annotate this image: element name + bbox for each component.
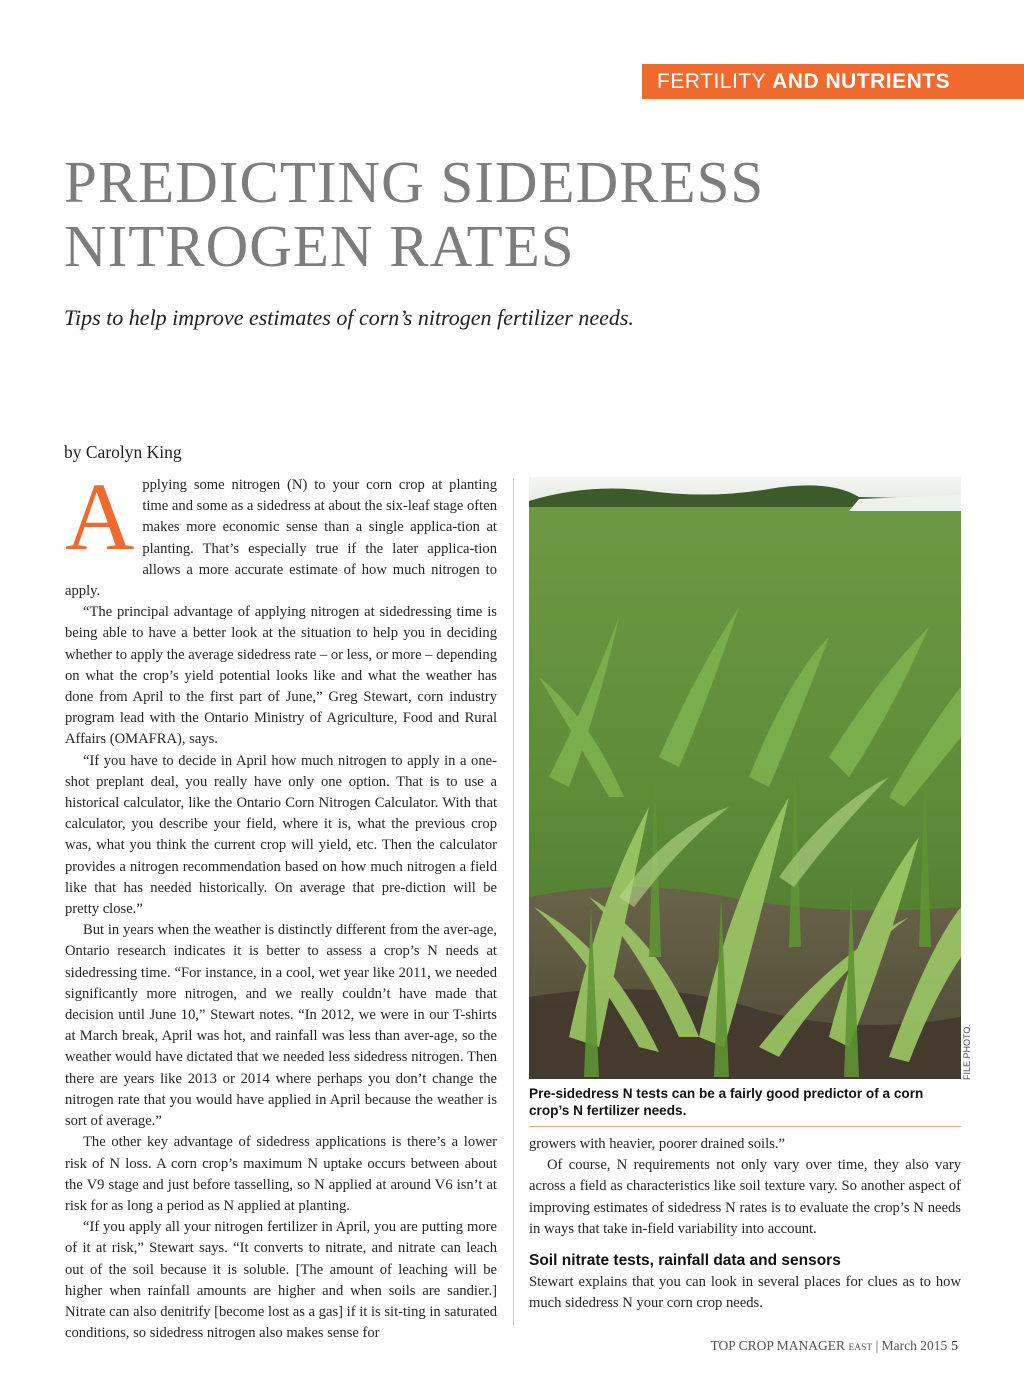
body-paragraph-6: “If you apply all your nitrogen fertilizer in April, you are putting more of it at risk,” Stewart says. “It converts to nitrate, and nitrate can leach out of the soil because it is soluble. [The amount of leaching will be higher when rainfall amounts are higher and when soils are sandier.] Nitrate can also denitrify [become lost as a gas] if it is sit-ting in saturated conditions, so sidedress nitrogen also makes sense for xyxy=(65,1219,498,1342)
issue-date: March 2015 xyxy=(881,1338,948,1353)
magazine-edition: EAST xyxy=(848,1343,873,1353)
body-paragraph-3: “If you have to decide in April how much nitrogen to apply in a one-shot preplant deal, you really have only one option. That is to use a historical calculator, like the Ontario Corn Nitrogen Calculator. With that calculator, you describe your field, where it is, what the previous crop was, what you think the current crop will yield, etc. Then the calculator provides a nitrogen recommendation based on how much nitrogen a field like that has needed historically. On average that pre-diction will be pretty close.” xyxy=(65,752,497,918)
body-paragraph-2: “The principal advantage of applying nitrogen at sidedressing time is being able to have a better look at the situation to help you in deciding whether to apply the average sidedress rate – or less, or more – depending on what the crop’s yield potential looks like and what the weather has done from April to the first part of June,” Greg Stewart, corn industry program lead with the Ontario Ministry of Agriculture, Food and Rural Affairs (OMAFRA), says. xyxy=(65,604,497,748)
headline-line-2: NITROGEN RATES xyxy=(64,213,575,279)
body-column-right xyxy=(529,1134,961,1314)
photo-credit: FILE PHOTO. xyxy=(962,1024,972,1080)
body-paragraph-5: The other key advantage of sidedress applications is there’s a lower risk of N loss. A corn crop’s maximum N uptake occurs between about the V9 stage and just before tasselling, so N applied at around V6 isn’t at risk for as long a period as N applied at planting. xyxy=(65,1134,497,1214)
section-banner xyxy=(642,64,1024,99)
article-headline xyxy=(64,150,964,278)
body-paragraph-4: But in years when the weather is distinctly different from the aver-age, Ontario research indicates it is better to assess a crop’s N needs at sidedressing time. “For instance, in a cool, wet year like 2011, we needed significantly more nitrogen, and we really couldn’t have made that decision until June 10,” Stewart notes. “In 2012, we were in our T-shirts at March break, April was hot, and rainfall was less than aver-age, so the weather would have dictated that we needed less sidedress nitrogen. Then there are years like 2013 or 2014 where perhaps you don’t change the nitrogen rate that you would have applied in April because the weather is sort of average.” xyxy=(65,922,497,1130)
footer-separator: | xyxy=(875,1338,879,1353)
page-footer xyxy=(711,1338,958,1354)
drop-cap: A xyxy=(65,463,135,570)
byline: by Carolyn King xyxy=(64,442,182,462)
corn-field-photo xyxy=(529,477,961,1079)
headline-line-1: PREDICTING SIDEDRESS xyxy=(64,149,765,215)
right-paragraph-2: Of course, N requirements not only vary over time, they also vary across a field as characteristics like soil texture vary. So another aspect of improving estimates of sidedress N rates is to evaluate the crop’s N needs in ways that take in-field variability into account. xyxy=(529,1157,961,1237)
caption-rule xyxy=(529,1126,961,1127)
body-paragraph-1-text: pplying some nitrogen (N) to your corn crop at planting time and some as a sidedress at about the six-leaf stage often makes more economic sense than a single applica-tion at planting. That’s especially true if the later applica-tion allows a more accurate estimate of how much nitrogen to apply. xyxy=(65,477,497,600)
page-number: 5 xyxy=(951,1338,958,1353)
section-label-bold: AND NUTRIENTS xyxy=(772,70,951,93)
section-label-light: FERTILITY xyxy=(657,70,766,93)
right-paragraph-3: Stewart explains that you can look in several places for clues as to how much sidedress N your corn crop needs. xyxy=(529,1274,961,1312)
body-paragraph-1 xyxy=(65,463,497,602)
column-divider xyxy=(513,478,514,1326)
article-deck: Tips to help improve estimates of corn’s nitrogen fertilizer needs. xyxy=(64,305,634,330)
magazine-name: TOP CROP MANAGER xyxy=(710,1338,846,1353)
body-column-left xyxy=(65,463,498,1344)
subhead: Soil nitrate tests, rainfall data and sensors xyxy=(529,1252,841,1270)
photo-caption: Pre-sidedress N tests can be a fairly good predictor of a corn crop’s N fertilizer needs. xyxy=(529,1086,924,1118)
right-paragraph-1: growers with heavier, poorer drained soils.” xyxy=(529,1136,785,1152)
